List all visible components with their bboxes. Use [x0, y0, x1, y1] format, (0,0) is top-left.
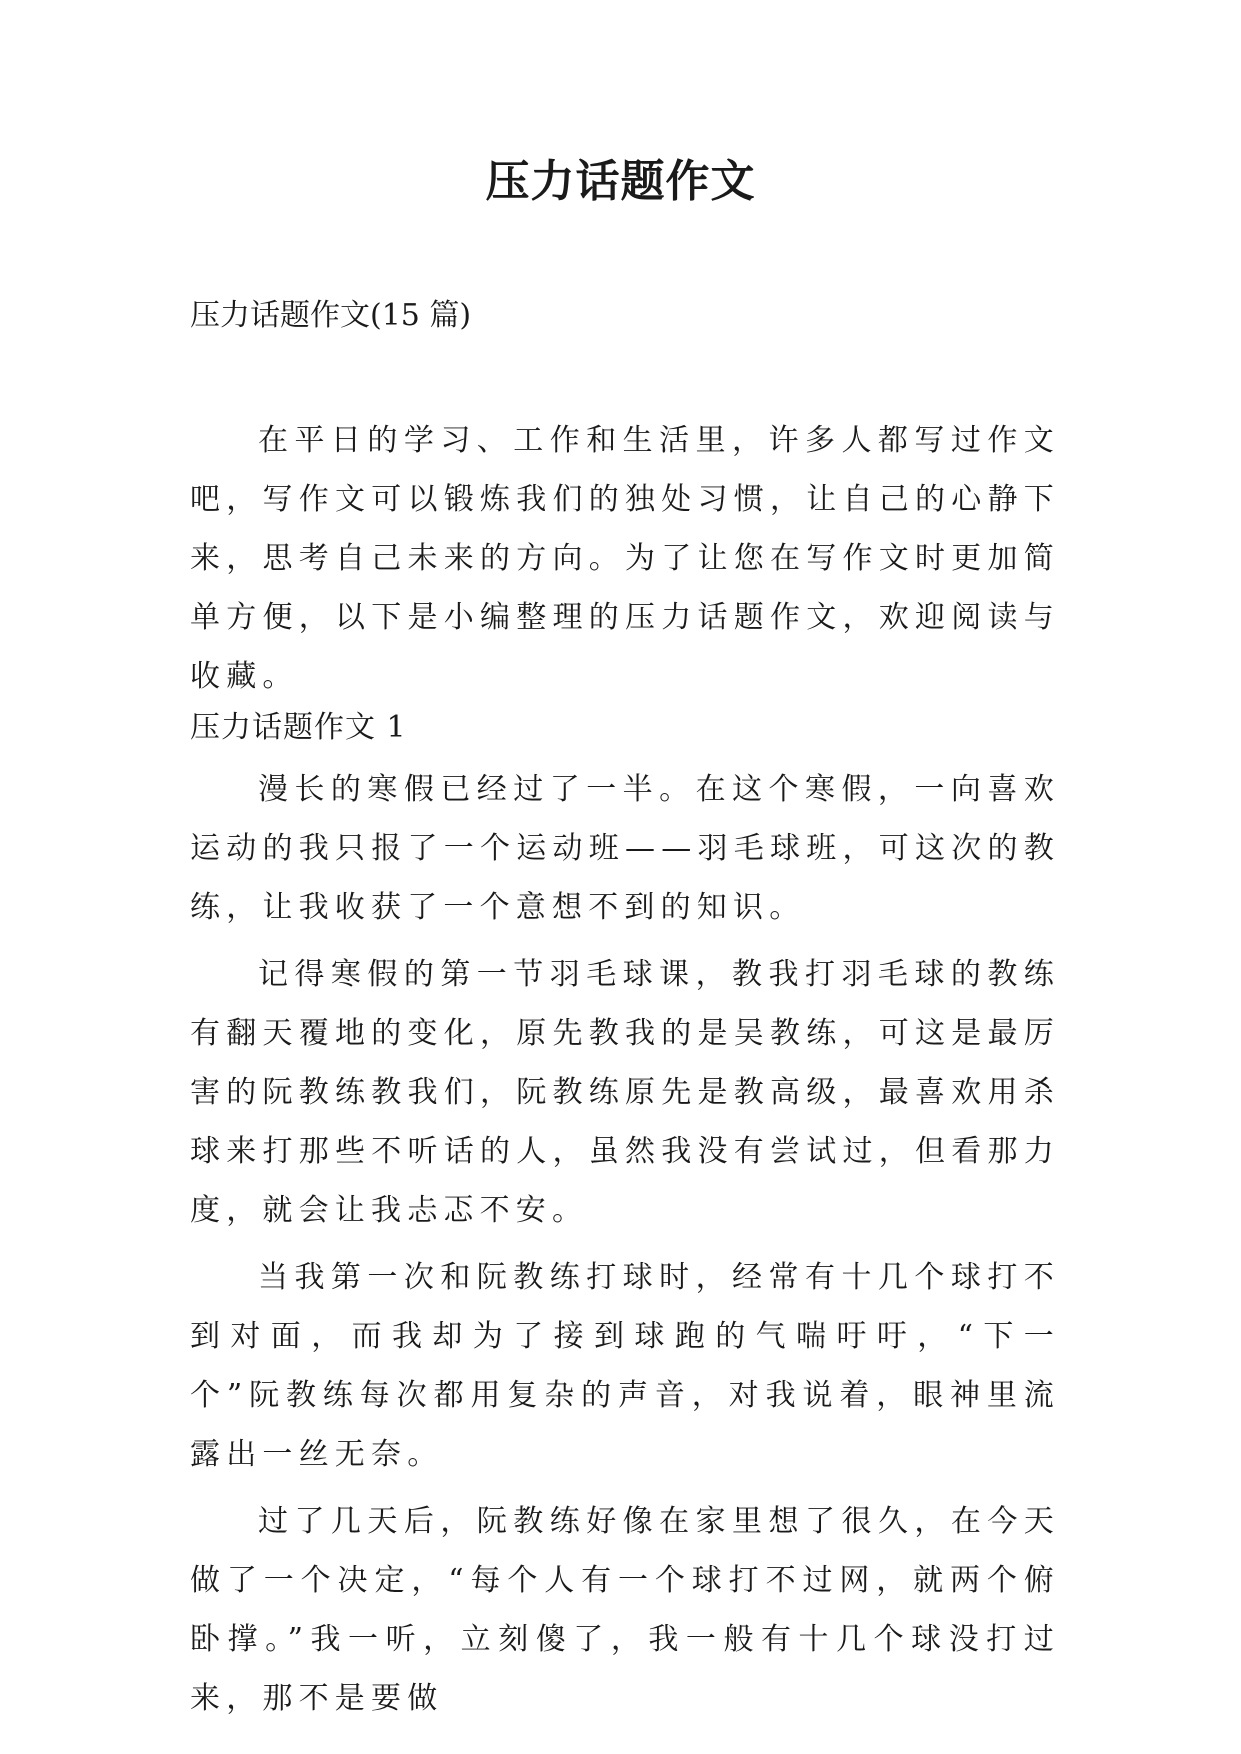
- essay-paragraph: 漫长的寒假已经过了一半。在这个寒假，一向喜欢运动的我只报了一个运动班——羽毛球班，可这次的教练，让我收获了一个意想不到的知识。: [190, 772, 1060, 925]
- intro-paragraph: 在平日的学习、工作和生活里，许多人都写过作文吧，写作文可以锻炼我们的独处习惯，让自己的心静下来，思考自己未来的方向。为了让您在写作文时更加简单方便，以下是小编整理的压力话题作文，欢迎阅读与收藏。: [190, 423, 1060, 694]
- essay-section: [190, 702, 1060, 1736]
- document-title: 压力话题作文: [485, 156, 756, 207]
- essay-paragraph: 过了几天后，阮教练好像在家里想了很久，在今天做了一个决定，“每个人有一个球打不过网，就两个俯卧撑。”我一听，立刻傻了，我一般有十几个球没打过来，那不是要做: [190, 1504, 1060, 1716]
- essay-heading: 压力话题作文 1: [190, 710, 407, 745]
- document-subtitle: 压力话题作文(15 篇): [190, 298, 472, 333]
- essay-paragraph: 当我第一次和阮教练打球时，经常有十几个球打不到对面，而我却为了接到球跑的气喘吁吁，“下一个”阮教练每次都用复杂的声音，对我说着，眼神里流露出一丝无奈。: [190, 1260, 1060, 1472]
- intro-section: [190, 411, 1060, 706]
- essay-paragraph: 记得寒假的第一节羽毛球课，教我打羽毛球的教练有翻天覆地的变化，原先教我的是吴教练，可这是最厉害的阮教练教我们，阮教练原先是教高级，最喜欢用杀球来打那些不听话的人，虽然我没有尝试过，但看那力度，就会让我忐忑不安。: [190, 957, 1060, 1228]
